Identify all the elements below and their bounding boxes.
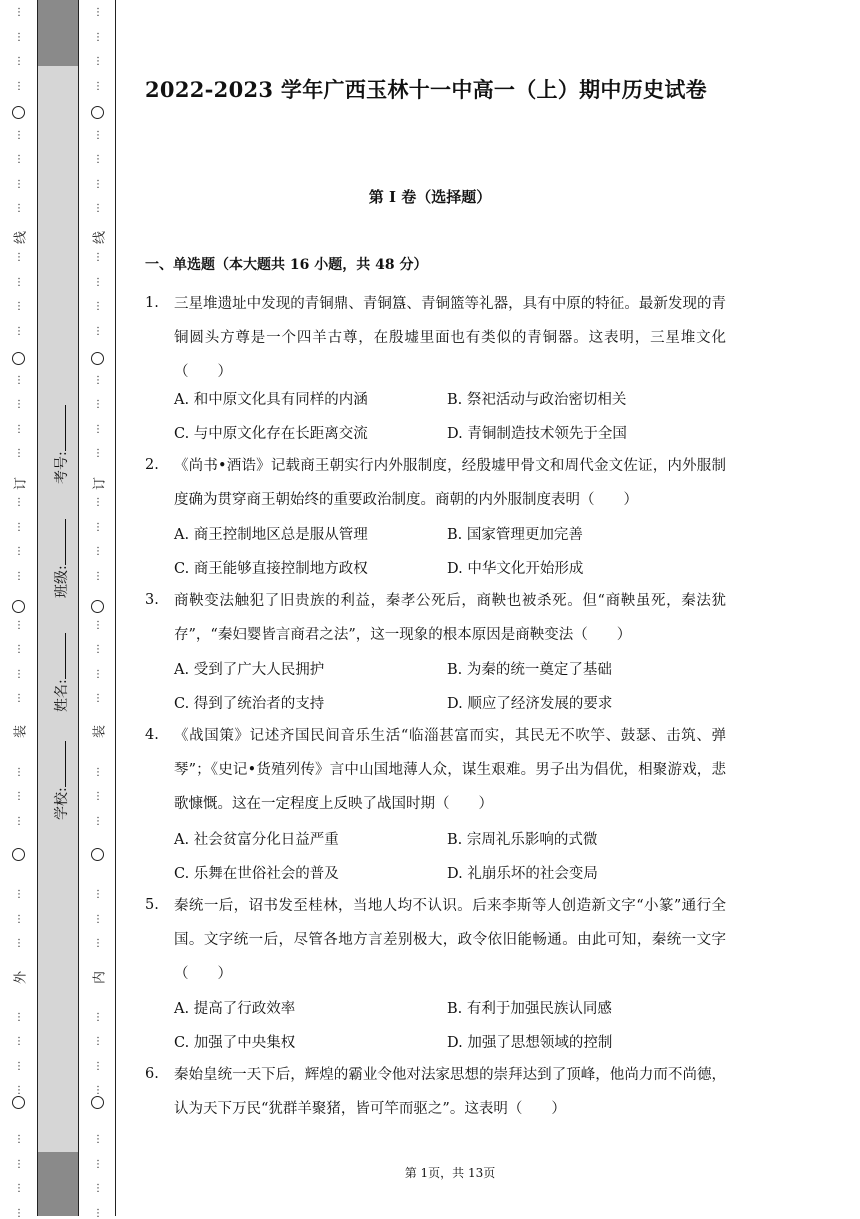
dot-mark: ⋮ xyxy=(14,644,24,655)
dot-mark: ⋮ xyxy=(14,1060,24,1072)
margin-char-wai: 外 xyxy=(13,971,29,985)
dot-mark: ⋮ xyxy=(93,1085,103,1096)
dot-mark: ⋮ xyxy=(93,546,103,557)
page-footer: 第 1页，共 13页 xyxy=(404,1166,496,1180)
dot-mark: ⋮ xyxy=(93,56,103,67)
dot-mark: ⋮ xyxy=(93,521,103,533)
dot-mark: ⋮ xyxy=(14,1183,24,1194)
q2-option-d[interactable]: D. 中华文化开始形成 xyxy=(447,561,584,577)
school-label: 学校: xyxy=(54,787,70,820)
class-field[interactable] xyxy=(40,565,76,618)
dot-mark: ⋮ xyxy=(93,791,103,802)
section-title: 第 I 卷（选择题） xyxy=(368,188,492,206)
circle-mark-icon xyxy=(91,1096,104,1109)
dot-mark: ⋮ xyxy=(14,497,24,508)
inner-dot-column xyxy=(88,0,108,1219)
q3-option-a[interactable]: A. 受到了广大人民拥护 xyxy=(174,662,325,678)
circle-mark-icon xyxy=(12,848,25,861)
dot-mark: ⋮ xyxy=(93,1183,103,1194)
binding-gray-bottom xyxy=(38,1152,78,1216)
q2-option-c[interactable]: C. 商王能够直接控制地方政权 xyxy=(174,561,368,577)
dot-mark: ⋮ xyxy=(14,276,24,288)
dot-mark: ⋮ xyxy=(14,203,24,214)
part-title: 一、单选题（本大题共 16 小题，共 48 分） xyxy=(145,257,428,273)
dot-mark: ⋮ xyxy=(93,203,103,214)
circle-mark-icon xyxy=(91,600,104,613)
dot-mark: ⋮ xyxy=(14,766,24,778)
q3-option-b[interactable]: B. 为秦的统一奠定了基础 xyxy=(447,662,612,678)
question-stem: 《尚书•酒诰》记载商王朝实行内外服制度，经殷墟甲骨文和周代金文佐证，内外服制度确为贯穿商王朝始终的重要政治制度。商朝的内外服制度表明（ ） xyxy=(174,458,726,508)
dot-mark: ⋮ xyxy=(93,913,103,925)
dot-mark: ⋮ xyxy=(93,1134,103,1145)
dot-mark: ⋮ xyxy=(93,7,103,18)
dot-mark: ⋮ xyxy=(93,129,103,141)
dot-mark: ⋮ xyxy=(14,570,24,582)
dot-mark: ⋮ xyxy=(93,570,103,582)
dot-mark: ⋮ xyxy=(93,668,103,680)
circle-mark-icon xyxy=(12,1096,25,1109)
q5-option-b[interactable]: B. 有利于加强民族认同感 xyxy=(447,1001,612,1017)
margin-char-zhuang-inner: 装 xyxy=(92,725,108,739)
dot-mark: ⋮ xyxy=(93,31,103,43)
margin-char-zhuang: 装 xyxy=(13,725,29,739)
dot-mark: ⋮ xyxy=(14,521,24,533)
name-field[interactable] xyxy=(40,679,76,732)
dot-mark: ⋮ xyxy=(93,448,103,459)
dot-mark: ⋮ xyxy=(93,423,103,435)
exam-number-label: 考号: xyxy=(54,451,70,484)
q1-option-b[interactable]: B. 祭祀活动与政治密切相关 xyxy=(447,392,627,408)
circle-mark-icon xyxy=(12,106,25,119)
dot-mark: ⋮ xyxy=(14,374,24,386)
outer-dot-column xyxy=(9,0,29,1219)
dot-mark: ⋮ xyxy=(14,668,24,680)
q5-option-d[interactable]: D. 加强了思想领域的控制 xyxy=(447,1035,613,1051)
q4-option-b[interactable]: B. 宗周礼乐影响的式微 xyxy=(447,832,598,848)
dot-mark: ⋮ xyxy=(14,301,24,312)
q1-option-a[interactable]: A. 和中原文化具有同样的内涵 xyxy=(174,392,368,408)
question-stem: 秦始皇统一天下后，辉煌的霸业令他对法家思想的崇拜达到了顶峰，他尚力而不尚德，认为天下万民“犹群羊聚猪，皆可竿而驱之”。这表明（ ） xyxy=(174,1067,726,1117)
dot-mark: ⋮ xyxy=(14,399,24,410)
circle-mark-icon xyxy=(91,106,104,119)
q3-option-c[interactable]: C. 得到了统治者的支持 xyxy=(174,696,325,712)
margin-char-xian: 线 xyxy=(13,231,29,245)
question-number: 4. xyxy=(145,727,159,743)
circle-mark-icon xyxy=(12,600,25,613)
exam-number-field[interactable] xyxy=(40,451,76,504)
dot-mark: ⋮ xyxy=(93,644,103,655)
circle-mark-icon xyxy=(91,352,104,365)
dot-mark: ⋮ xyxy=(14,938,24,949)
q1-option-d[interactable]: D. 青铜制造技术领先于全国 xyxy=(447,426,627,442)
q4-option-a[interactable]: A. 社会贫富分化日益严重 xyxy=(174,832,339,848)
dot-mark: ⋮ xyxy=(14,56,24,67)
dot-mark: ⋮ xyxy=(93,619,103,631)
question-number: 5. xyxy=(145,897,159,913)
question-stem: 三星堆遗址中发现的青铜鼎、青铜簋、青铜篮等礼器，具有中原的特征。最新发现的青铜圆头方尊是一个四羊古尊，在殷墟里面也有类似的青铜器。这表明，三星堆文化（ ） xyxy=(174,296,726,380)
exam-number-underline xyxy=(53,405,66,451)
dot-mark: ⋮ xyxy=(93,154,103,165)
dot-mark: ⋮ xyxy=(14,252,24,263)
dot-mark: ⋮ xyxy=(93,889,103,900)
dot-mark: ⋮ xyxy=(93,1207,103,1219)
dot-mark: ⋮ xyxy=(93,1158,103,1170)
dot-mark: ⋮ xyxy=(14,129,24,141)
dot-mark: ⋮ xyxy=(14,31,24,43)
q5-option-c[interactable]: C. 加强了中央集权 xyxy=(174,1035,296,1051)
dot-mark: ⋮ xyxy=(93,693,103,704)
dot-mark: ⋮ xyxy=(93,815,103,827)
q2-option-a[interactable]: A. 商王控制地区总是服从管理 xyxy=(174,527,368,543)
dot-mark: ⋮ xyxy=(14,1011,24,1023)
dot-mark: ⋮ xyxy=(93,276,103,288)
question-number: 2. xyxy=(145,457,159,473)
dot-mark: ⋮ xyxy=(93,374,103,386)
question-stem: 商鞅变法触犯了旧贵族的利益，秦孝公死后，商鞅也被杀死。但“商鞅虽死，秦法犹存”，“秦妇婴皆言商君之法”，这一现象的根本原因是商鞅变法（ ） xyxy=(174,593,726,643)
question-number: 3. xyxy=(145,592,159,608)
dot-mark: ⋮ xyxy=(93,178,103,190)
binding-gray-top xyxy=(38,0,78,66)
dot-mark: ⋮ xyxy=(93,766,103,778)
dot-mark: ⋮ xyxy=(14,791,24,802)
dot-mark: ⋮ xyxy=(93,497,103,508)
question-number: 1. xyxy=(145,295,159,311)
question-stem: 秦统一后，诏书发至桂林，当地人均不认识。后来李斯等人创造新文字“小篆”通行全国。文字统一后，尽管各地方言差别极大，政令依旧能畅通。由此可知，秦统一文字（ ） xyxy=(174,898,726,982)
name-underline xyxy=(53,633,66,679)
dot-mark: ⋮ xyxy=(93,301,103,312)
binding-strip-inner xyxy=(78,0,116,1219)
dot-mark: ⋮ xyxy=(14,7,24,18)
dot-mark: ⋮ xyxy=(14,80,24,92)
dot-mark: ⋮ xyxy=(93,80,103,92)
q4-option-d[interactable]: D. 礼崩乐坏的社会变局 xyxy=(447,866,598,882)
q5-option-a[interactable]: A. 提高了行政效率 xyxy=(174,1001,296,1017)
margin-char-ding: 订 xyxy=(13,477,29,491)
class-underline xyxy=(53,519,66,565)
q4-option-c[interactable]: C. 乐舞在世俗社会的普及 xyxy=(174,866,339,882)
class-label: 班级: xyxy=(54,565,70,598)
dot-mark: ⋮ xyxy=(93,1036,103,1047)
dot-mark: ⋮ xyxy=(14,1036,24,1047)
dot-mark: ⋮ xyxy=(14,1207,24,1219)
dot-mark: ⋮ xyxy=(93,252,103,263)
school-underline xyxy=(53,741,66,787)
binding-strip-outer xyxy=(0,0,38,1219)
q3-option-d[interactable]: D. 顺应了经济发展的要求 xyxy=(447,696,613,712)
dot-mark: ⋮ xyxy=(93,399,103,410)
dot-mark: ⋮ xyxy=(14,1158,24,1170)
dot-mark: ⋮ xyxy=(14,1085,24,1096)
dot-mark: ⋮ xyxy=(14,154,24,165)
dot-mark: ⋮ xyxy=(14,693,24,704)
page-title: 2022-2023 学年广西玉林十一中高一（上）期中历史试卷 xyxy=(145,77,707,102)
dot-mark: ⋮ xyxy=(14,889,24,900)
dot-mark: ⋮ xyxy=(14,546,24,557)
dot-mark: ⋮ xyxy=(93,1011,103,1023)
margin-char-nei: 内 xyxy=(92,971,108,985)
dot-mark: ⋮ xyxy=(14,619,24,631)
dot-mark: ⋮ xyxy=(14,448,24,459)
dot-mark: ⋮ xyxy=(14,815,24,827)
question-stem: 《战国策》记述齐国民间音乐生活“临淄甚富而实，其民无不吹竽、鼓瑟、击筑、弹琴”；《史记•货殖列传》言中山国地薄人众，谋生艰难。男子出为倡优，相聚游戏，悲歌慷慨。这在一定程度上反映了战国时期（ ） xyxy=(174,728,726,812)
dot-mark: ⋮ xyxy=(14,913,24,925)
name-label: 姓名: xyxy=(54,679,70,712)
question-number: 6. xyxy=(145,1066,159,1082)
circle-mark-icon xyxy=(91,848,104,861)
dot-mark: ⋮ xyxy=(93,1060,103,1072)
q1-option-c[interactable]: C. 与中原文化存在长距离交流 xyxy=(174,426,368,442)
dot-mark: ⋮ xyxy=(14,423,24,435)
dot-mark: ⋮ xyxy=(93,325,103,337)
dot-mark: ⋮ xyxy=(14,325,24,337)
student-info xyxy=(40,390,76,830)
q2-option-b[interactable]: B. 国家管理更加完善 xyxy=(447,527,583,543)
margin-char-ding-inner: 订 xyxy=(92,477,108,491)
dot-mark: ⋮ xyxy=(93,938,103,949)
circle-mark-icon xyxy=(12,352,25,365)
margin-char-xian-inner: 线 xyxy=(92,231,108,245)
school-field[interactable] xyxy=(40,787,76,840)
dot-mark: ⋮ xyxy=(14,178,24,190)
dot-mark: ⋮ xyxy=(14,1134,24,1145)
